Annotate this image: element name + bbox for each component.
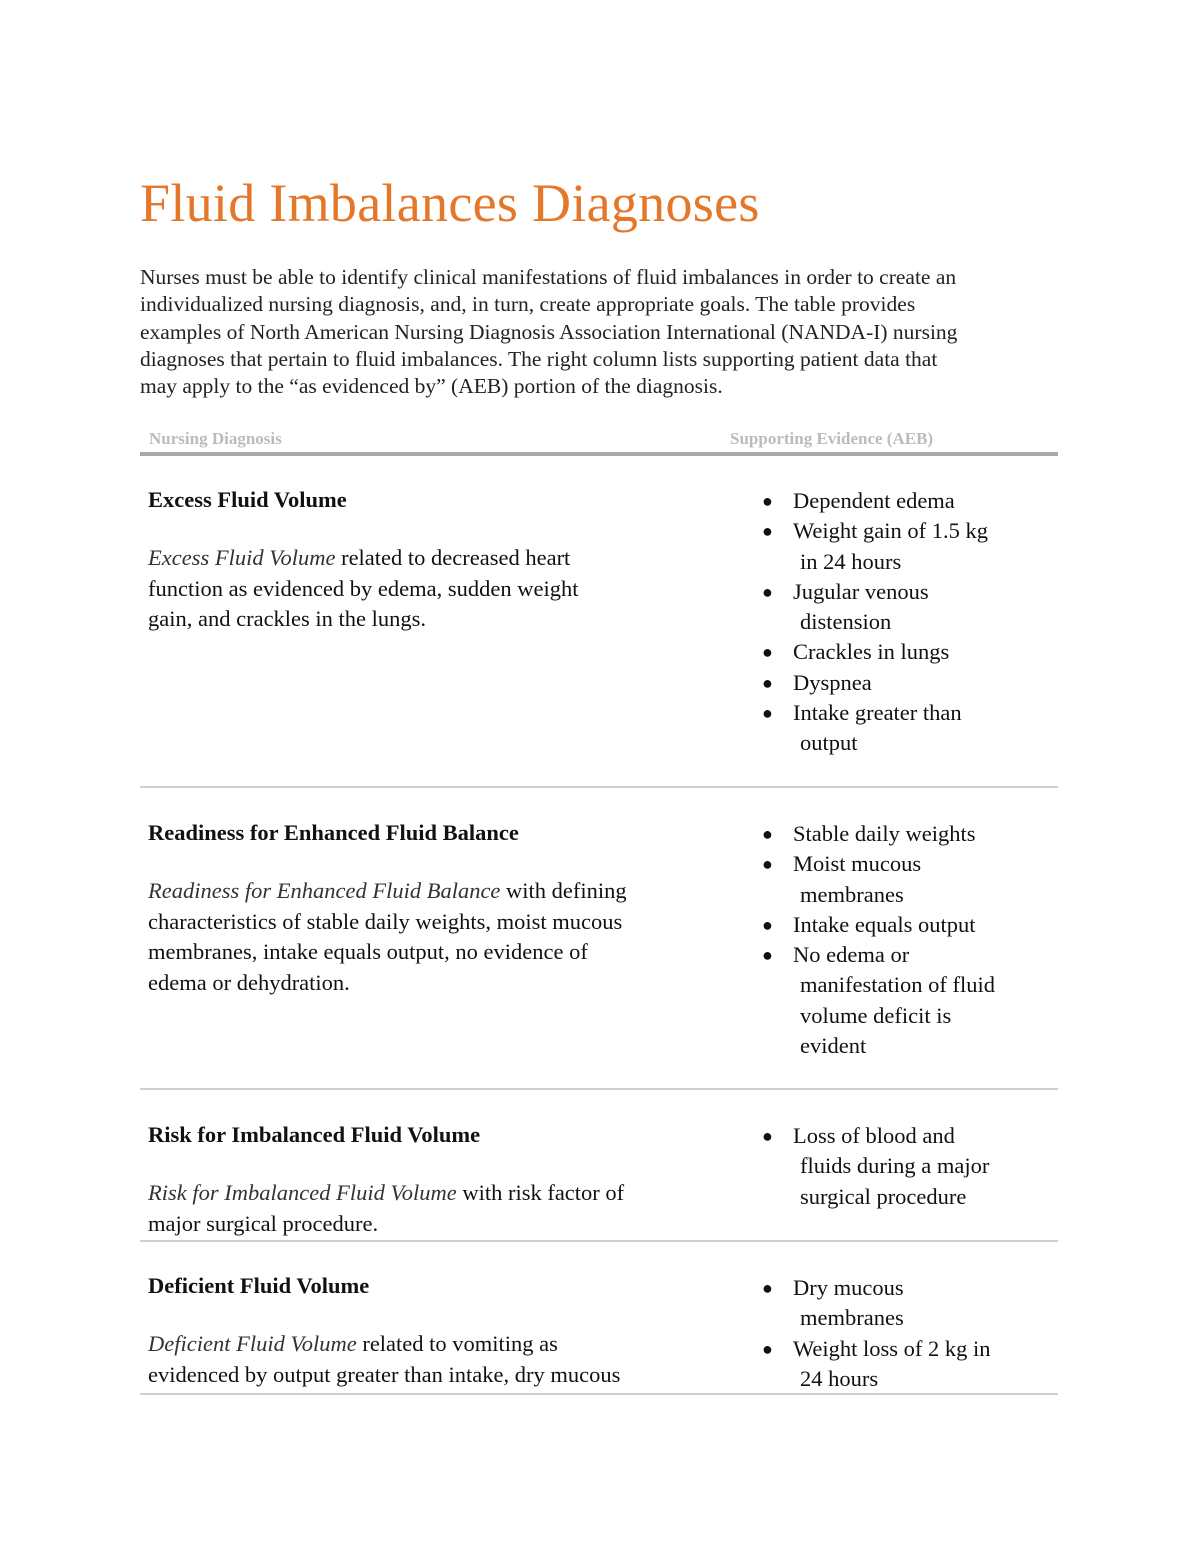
diagnosis-cell [148,487,738,635]
diagnosis-line: edema or dehydration. [148,969,350,995]
diagnosis-title: Deficient Fluid Volume [148,1273,370,1298]
diagnosis-text: with defining [500,878,627,903]
evidence-item: ● Intake equals output [762,911,976,937]
evidence-item: ● Loss of blood and fluids during a major surgical procedure [762,1123,990,1209]
diagnosis-statement [148,1329,738,1390]
intro-line: Nurses must be able to identify clinical manifestations of fluid imbalances in order to create an [140,265,957,289]
evidence-item: ● Crackles in lungs [762,639,950,665]
row-divider [140,1393,1058,1395]
row-divider [140,786,1058,788]
diagnosis-line: evidenced by output greater than intake, dry mucous [148,1361,621,1387]
intro-line: may apply to the “as evidenced by” (AEB) portion of the diagnosis. [140,374,723,399]
evidence-list [762,819,1052,1061]
column-header-nursing-diagnosis: Nursing Diagnosis [149,429,282,448]
diagnosis-statement [148,1178,738,1239]
evidence-list [762,1273,1052,1394]
diagnosis-text: related to decreased heart [335,545,571,570]
diagnosis-title: Excess Fluid Volume [148,487,347,512]
evidence-item: ● No edema or manifestation of fluid volume deficit is evident [762,942,995,1059]
column-header-supporting-evidence: Supporting Evidence (AEB) [730,429,934,448]
diagnosis-line: membranes, intake equals output, no evidence of [148,939,588,964]
diagnosis-title: Risk for Imbalanced Fluid Volume [148,1122,481,1147]
diagnosis-italic: Deficient Fluid Volume [148,1331,357,1356]
intro-line: diagnoses that pertain to fluid imbalances. The right column lists supporting patient data that [140,346,938,371]
evidence-item: ● Weight gain of 1.5 kg in 24 hours [762,518,989,574]
evidence-item: ● Weight loss of 2 kg in 24 hours [762,1335,991,1391]
evidence-item: ● Dependent edema [762,488,955,513]
intro-line: examples of North American Nursing Diagnosis Association International (NANDA-I) nursing [140,319,958,344]
page-title: Fluid Imbalances Diagnoses [140,173,760,233]
diagnosis-line: function as evidenced by edema, sudden weight [148,575,579,601]
row-divider [140,1088,1058,1090]
diagnosis-cell [148,820,738,998]
evidence-item: ● Dry mucous membranes [762,1275,904,1331]
diagnosis-line: gain, and crackles in the lungs. [148,606,427,631]
intro-line: individualized nursing diagnosis, and, in turn, create appropriate goals. The table provides [140,292,916,317]
diagnosis-cell [148,1273,738,1390]
diagnosis-text: with risk factor of [456,1180,625,1205]
evidence-list [762,486,1052,759]
diagnosis-italic: Excess Fluid Volume [148,545,336,570]
diagnosis-cell [148,1122,738,1239]
evidence-item: ● Moist mucous membranes [762,851,922,907]
row-divider [140,1240,1058,1242]
evidence-list [762,1121,1052,1212]
diagnosis-italic: Readiness for Enhanced Fluid Balance [148,878,501,903]
diagnosis-text: related to vomiting as [356,1331,558,1356]
header-divider [140,452,1058,456]
diagnosis-italic: Risk for Imbalanced Fluid Volume [148,1180,457,1205]
diagnosis-statement [148,876,738,998]
evidence-item: ● Intake greater than output [762,700,962,756]
diagnosis-line: characteristics of stable daily weights, moist mucous [148,908,623,934]
diagnosis-statement [148,543,738,635]
evidence-item: ● Stable daily weights [762,821,976,846]
evidence-item: ● Dyspnea [762,669,872,695]
diagnosis-line: major surgical procedure. [148,1210,379,1236]
diagnosis-title: Readiness for Enhanced Fluid Balance [148,820,519,845]
evidence-item: ● Jugular venous distension [762,578,929,635]
intro-paragraph [140,264,1060,400]
